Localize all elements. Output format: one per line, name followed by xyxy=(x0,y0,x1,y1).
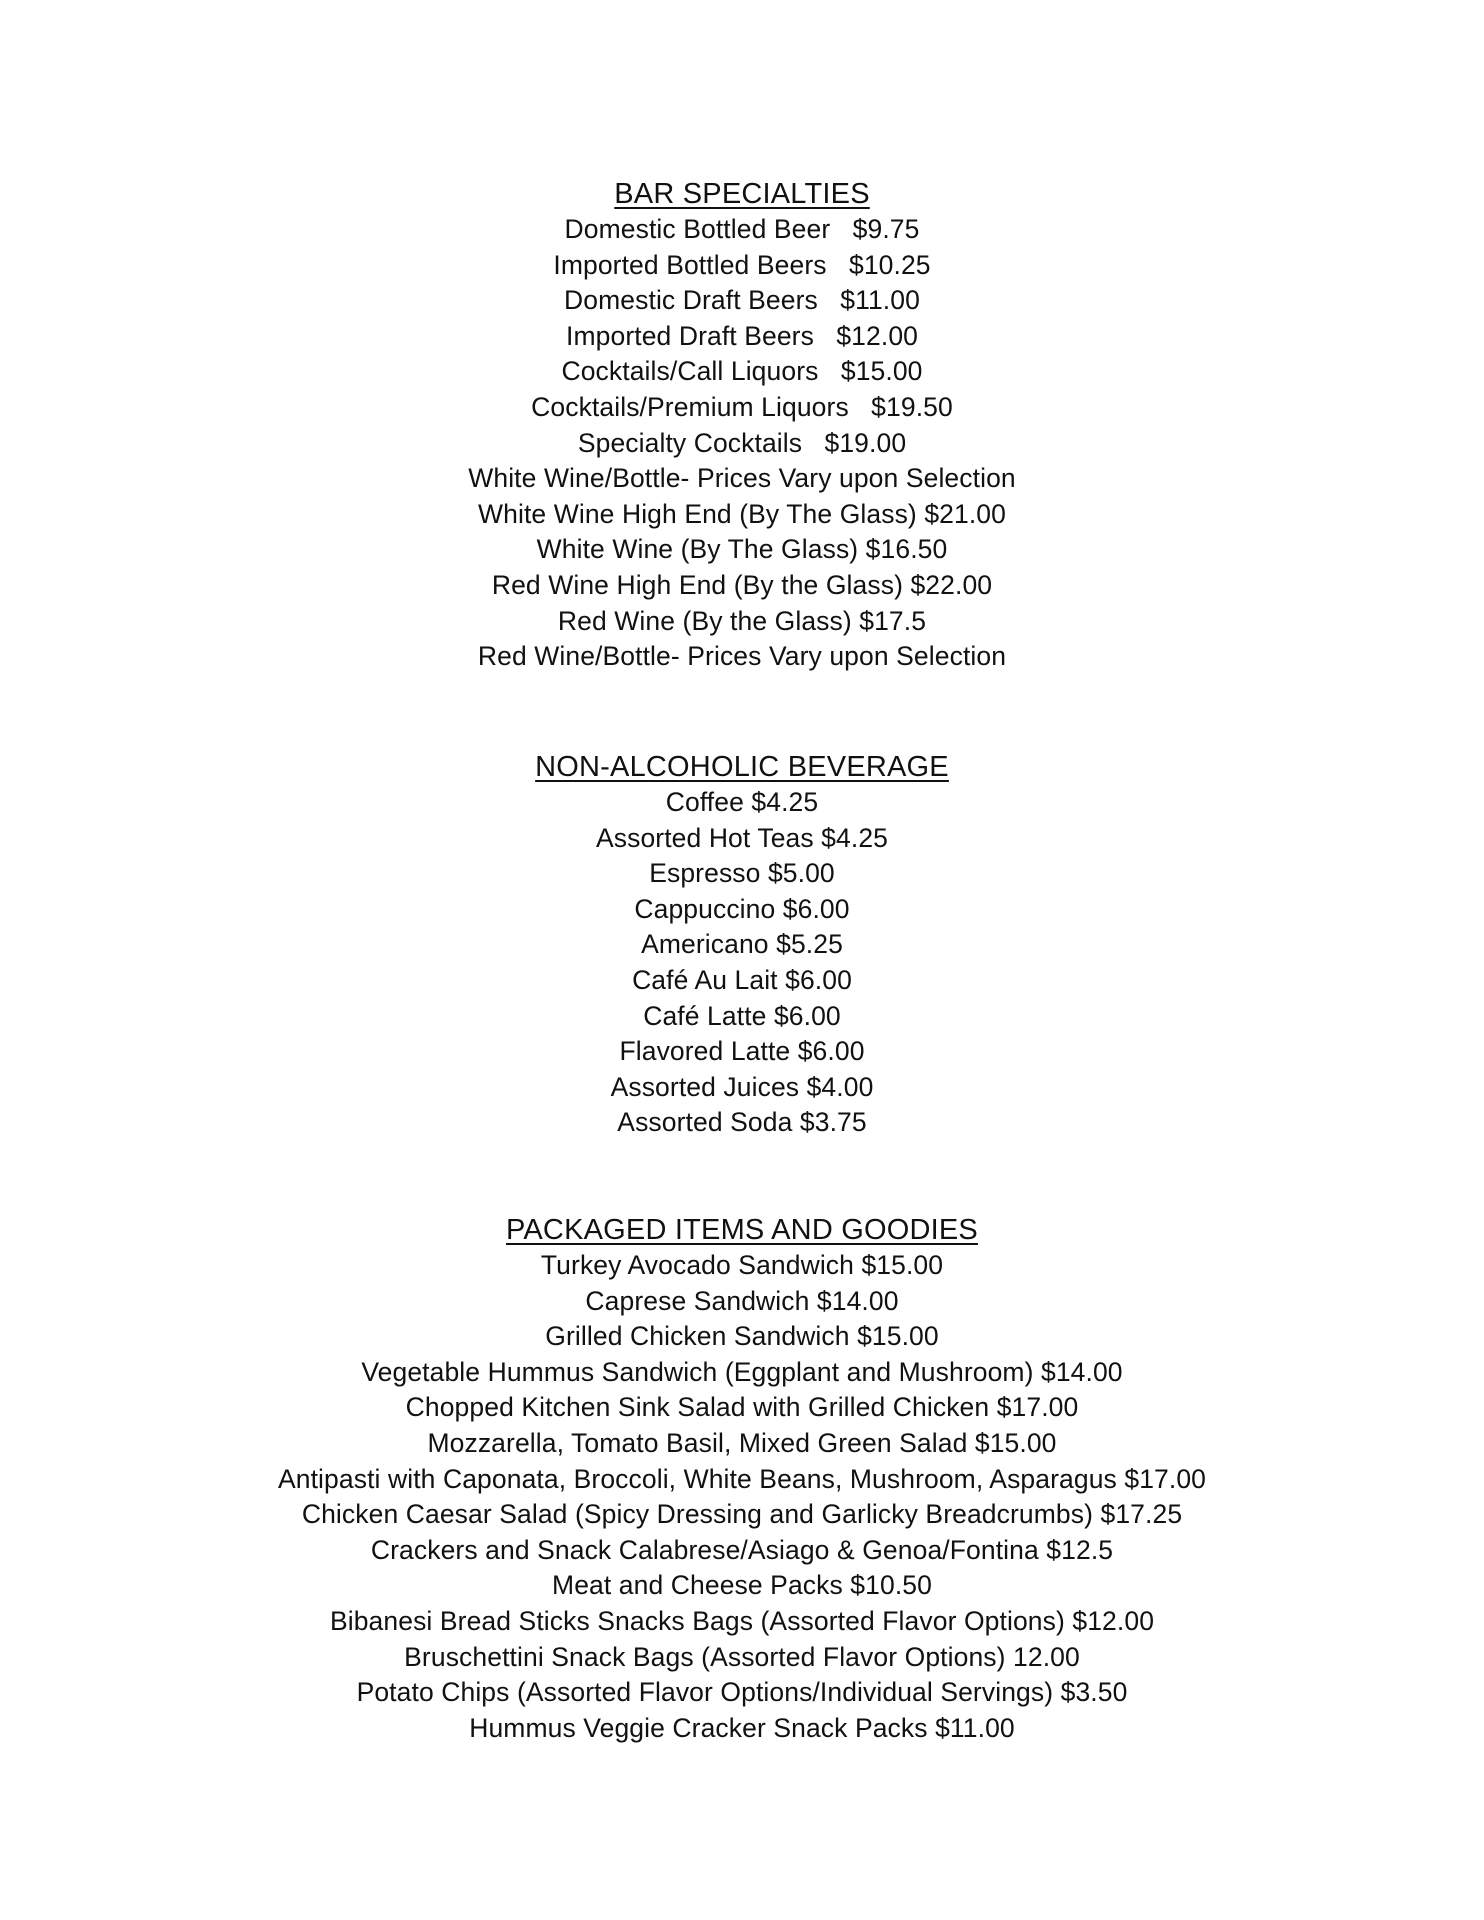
menu-item: Red Wine (By the Glass) $17.5 xyxy=(557,605,927,636)
non-alcoholic-beverage-title: NON-ALCOHOLIC BEVERAGE xyxy=(535,751,949,783)
menu-item: Grilled Chicken Sandwich $15.00 xyxy=(545,1321,939,1352)
menu-item: Bibanesi Bread Sticks Snacks Bags (Assorted Flavor Options) $12.00 xyxy=(329,1605,1155,1636)
menu-item: Cocktails/Call Liquors $15.00 xyxy=(561,356,923,387)
menu-item: Vegetable Hummus Sandwich (Eggplant and Mushroom) $14.00 xyxy=(361,1356,1123,1387)
menu-item: Domestic Draft Beers $11.00 xyxy=(564,285,920,316)
menu-item: Red Wine High End (By the Glass) $22.00 xyxy=(491,569,993,600)
menu-item: Imported Bottled Beers $10.25 xyxy=(553,249,931,280)
menu-item: Chicken Caesar Salad (Spicy Dressing and Garlicky Breadcrumbs) $17.25 xyxy=(301,1499,1183,1530)
menu-item: Cocktails/Premium Liquors $19.50 xyxy=(531,391,953,422)
packaged-items-list xyxy=(0,1248,1484,1746)
menu-item: Espresso $5.00 xyxy=(649,858,835,889)
menu-item: Chopped Kitchen Sink Salad with Grilled Chicken $17.00 xyxy=(405,1392,1079,1423)
menu-item: Potato Chips (Assorted Flavor Options/Individual Servings) $3.50 xyxy=(356,1677,1128,1708)
menu-item: Red Wine/Bottle- Prices Vary upon Selection xyxy=(477,641,1007,672)
bar-specialties-title: BAR SPECIALTIES xyxy=(614,178,870,210)
menu-item: Assorted Soda $3.75 xyxy=(617,1107,867,1138)
menu-item: Caprese Sandwich $14.00 xyxy=(585,1285,899,1316)
menu-item: Hummus Veggie Cracker Snack Packs $11.00 xyxy=(469,1712,1015,1743)
menu-item: Mozzarella, Tomato Basil, Mixed Green Salad $15.00 xyxy=(427,1427,1057,1458)
menu-item: Assorted Hot Teas $4.25 xyxy=(595,822,888,853)
menu-item: Imported Draft Beers $12.00 xyxy=(566,320,918,351)
menu-item: Flavored Latte $6.00 xyxy=(619,1036,865,1067)
menu-item: Café Au Lait $6.00 xyxy=(632,964,852,995)
menu-item: Bruschettini Snack Bags (Assorted Flavor Options) 12.00 xyxy=(404,1641,1080,1672)
menu-item: Assorted Juices $4.00 xyxy=(610,1071,874,1102)
bar-specialties-list xyxy=(0,212,1484,675)
menu-item: Cappuccino $6.00 xyxy=(634,893,850,924)
bar-specialties-section xyxy=(0,176,1484,675)
menu-item: Specialty Cocktails $19.00 xyxy=(577,427,907,458)
menu-item: Antipasti with Caponata, Broccoli, White Beans, Mushroom, Asparagus $17.00 xyxy=(277,1463,1207,1494)
menu-item: Meat and Cheese Packs $10.50 xyxy=(552,1570,932,1601)
non-alcoholic-beverage-list xyxy=(0,785,1484,1141)
menu-item: Domestic Bottled Beer $9.75 xyxy=(564,214,920,244)
menu-item: Americano $5.25 xyxy=(641,929,843,960)
menu-item: White Wine (By The Glass) $16.50 xyxy=(536,534,948,565)
packaged-items-section xyxy=(0,1212,1484,1746)
menu-item: Crackers and Snack Calabrese/Asiago & Genoa/Fontina $12.5 xyxy=(370,1534,1114,1565)
menu-item: Café Latte $6.00 xyxy=(643,1000,841,1031)
non-alcoholic-beverage-section xyxy=(0,749,1484,1141)
packaged-items-title: PACKAGED ITEMS AND GOODIES xyxy=(506,1214,978,1246)
menu-item: Coffee $4.25 xyxy=(665,787,819,817)
menu-item: White Wine High End (By The Glass) $21.00 xyxy=(478,498,1006,529)
menu-item: White Wine/Bottle- Prices Vary upon Selection xyxy=(468,463,1016,494)
menu-item: Turkey Avocado Sandwich $15.00 xyxy=(540,1250,944,1280)
